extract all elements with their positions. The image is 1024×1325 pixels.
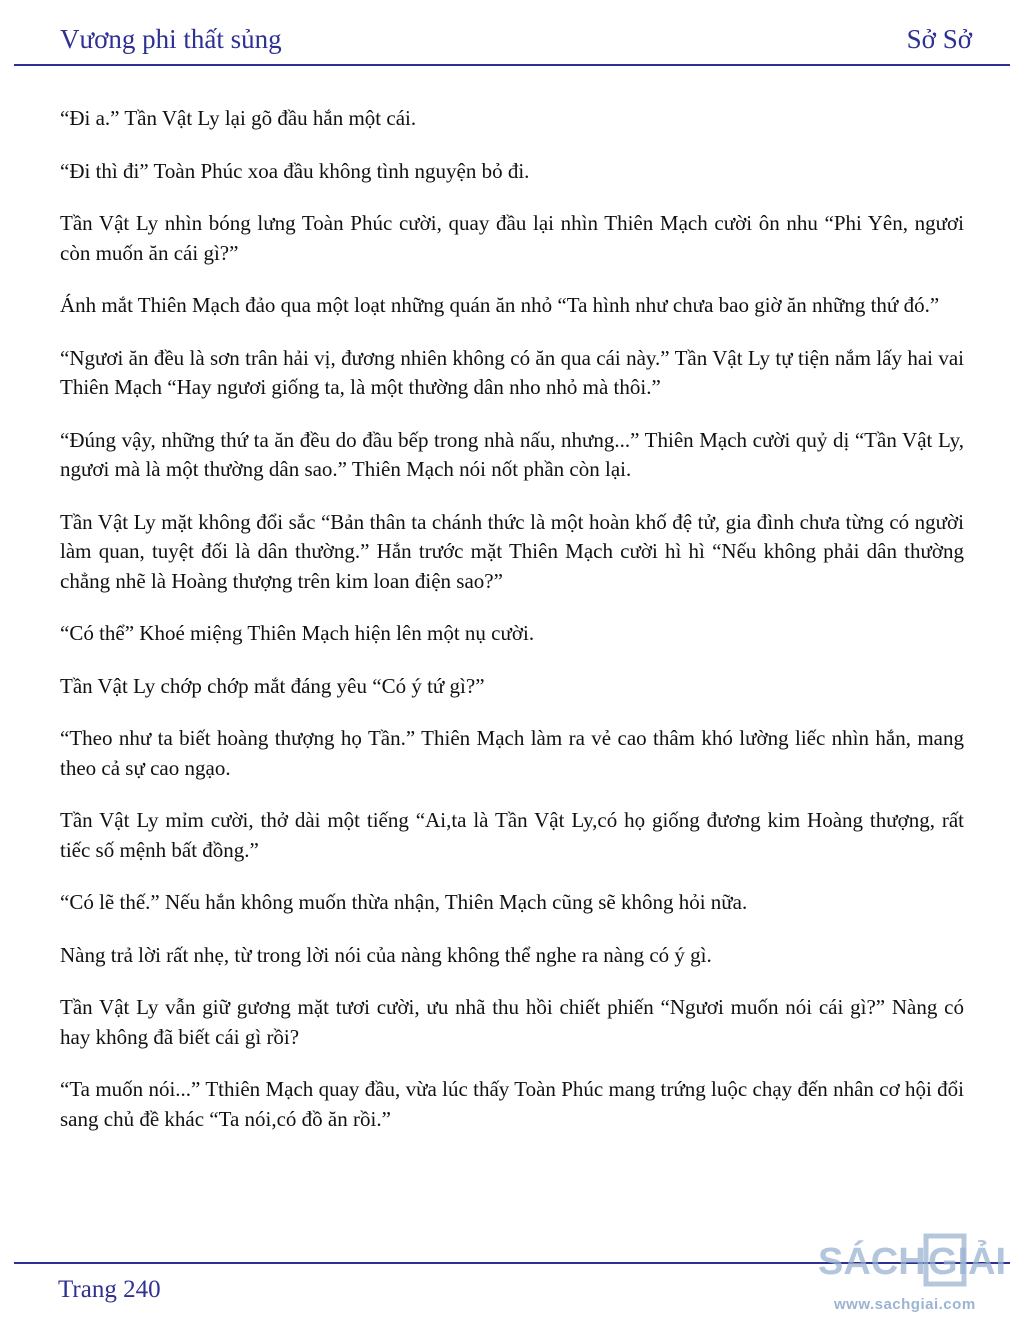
book-title: Vương phi thất sủng xyxy=(60,24,282,54)
header-divider xyxy=(14,64,1010,66)
paragraph: Tần Vật Ly mặt không đổi sắc “Bản thân ta chánh thức là một hoàn khố đệ tử, gia đình chưa từng có người làm quan, tuyệt đối là dân thường.” Hắn trước mặt Thiên Mạch cười hì hì “Nếu không phải dân thường chẳng nhẽ là Hoàng thượng trên kim loan điện sao?” xyxy=(60,509,964,593)
paragraph: Tần Vật Ly nhìn bóng lưng Toàn Phúc cười, quay đầu lại nhìn Thiên Mạch cười ôn nhu “Phi Yên, ngươi còn muốn ăn cái gì?” xyxy=(60,211,964,265)
paragraph: “Đúng vậy, những thứ ta ăn đều do đầu bếp trong nhà nấu, nhưng...” Thiên Mạch cười quỷ dị “Tần Vật Ly, ngươi mà là một thường dân sao.” Thiên Mạch nói nốt phần còn lại. xyxy=(60,427,964,481)
paragraph: “Có thể” Khoé miệng Thiên Mạch hiện lên một nụ cười. xyxy=(60,621,535,645)
paragraph: “Đi a.” Tần Vật Ly lại gõ đầu hắn một cái. xyxy=(60,106,417,130)
logo-text-right: GIẢI xyxy=(928,1241,1007,1283)
paragraph: Tần Vật Ly mỉm cười, thở dài một tiếng “Ai,ta là Tần Vật Ly,có họ giống đương kim Hoàng thượng, rất tiếc số mệnh bất đồng.” xyxy=(60,808,964,862)
watermark-url: www.sachgiai.com xyxy=(834,1296,976,1313)
paragraph: “Đi thì đi” Toàn Phúc xoa đầu không tình nguyện bỏ đi. xyxy=(60,158,530,183)
paragraph: Ánh mắt Thiên Mạch đảo qua một loạt những quán ăn nhỏ “Ta hình như chưa bao giờ ăn những thứ đó.” xyxy=(60,293,940,317)
paragraph: “Ta muốn nói...” Tthiên Mạch quay đầu, vừa lúc thấy Toàn Phúc mang trứng luộc chạy đến nhân cơ hội đổi sang chủ đề khác “Ta nói,có đồ ăn rồi.” xyxy=(60,1077,964,1131)
paragraph: “Ngươi ăn đều là sơn trân hải vị, đương nhiên không có ăn qua cái này.” Tần Vật Ly tự tiện nắm lấy hai vai Thiên Mạch “Hay ngươi giống ta, là một thường dân nho nhỏ mà thôi.” xyxy=(60,345,964,399)
paragraph: “Có lẽ thế.” Nếu hắn không muốn thừa nhận, Thiên Mạch cũng sẽ không hỏi nữa. xyxy=(60,890,748,914)
author-name: Sở Sở xyxy=(906,24,972,54)
paragraph: Tần Vật Ly chớp chớp mắt đáng yêu “Có ý tứ gì?” xyxy=(60,673,485,698)
sachgiai-watermark xyxy=(818,1230,1020,1322)
paragraph: Tần Vật Ly vẫn giữ gương mặt tươi cười, ưu nhã thu hồi chiết phiến “Ngươi muốn nói cái gì?” Nàng có hay không đã biết cái gì rồi? xyxy=(60,995,964,1049)
paragraph: “Theo như ta biết hoàng thượng họ Tần.” Thiên Mạch làm ra vẻ cao thâm khó lường liếc nhìn hắn, mang theo cả sự cao ngạo. xyxy=(60,726,964,780)
page-header xyxy=(0,0,1024,70)
sachgiai-logo xyxy=(818,1230,1020,1292)
page-body xyxy=(60,104,964,1157)
page-number: Trang 240 xyxy=(58,1276,161,1303)
logo-text-left: SÁCH xyxy=(818,1241,926,1283)
paragraph: Nàng trả lời rất nhẹ, từ trong lời nói của nàng không thể nghe ra nàng có ý gì. xyxy=(60,942,712,967)
